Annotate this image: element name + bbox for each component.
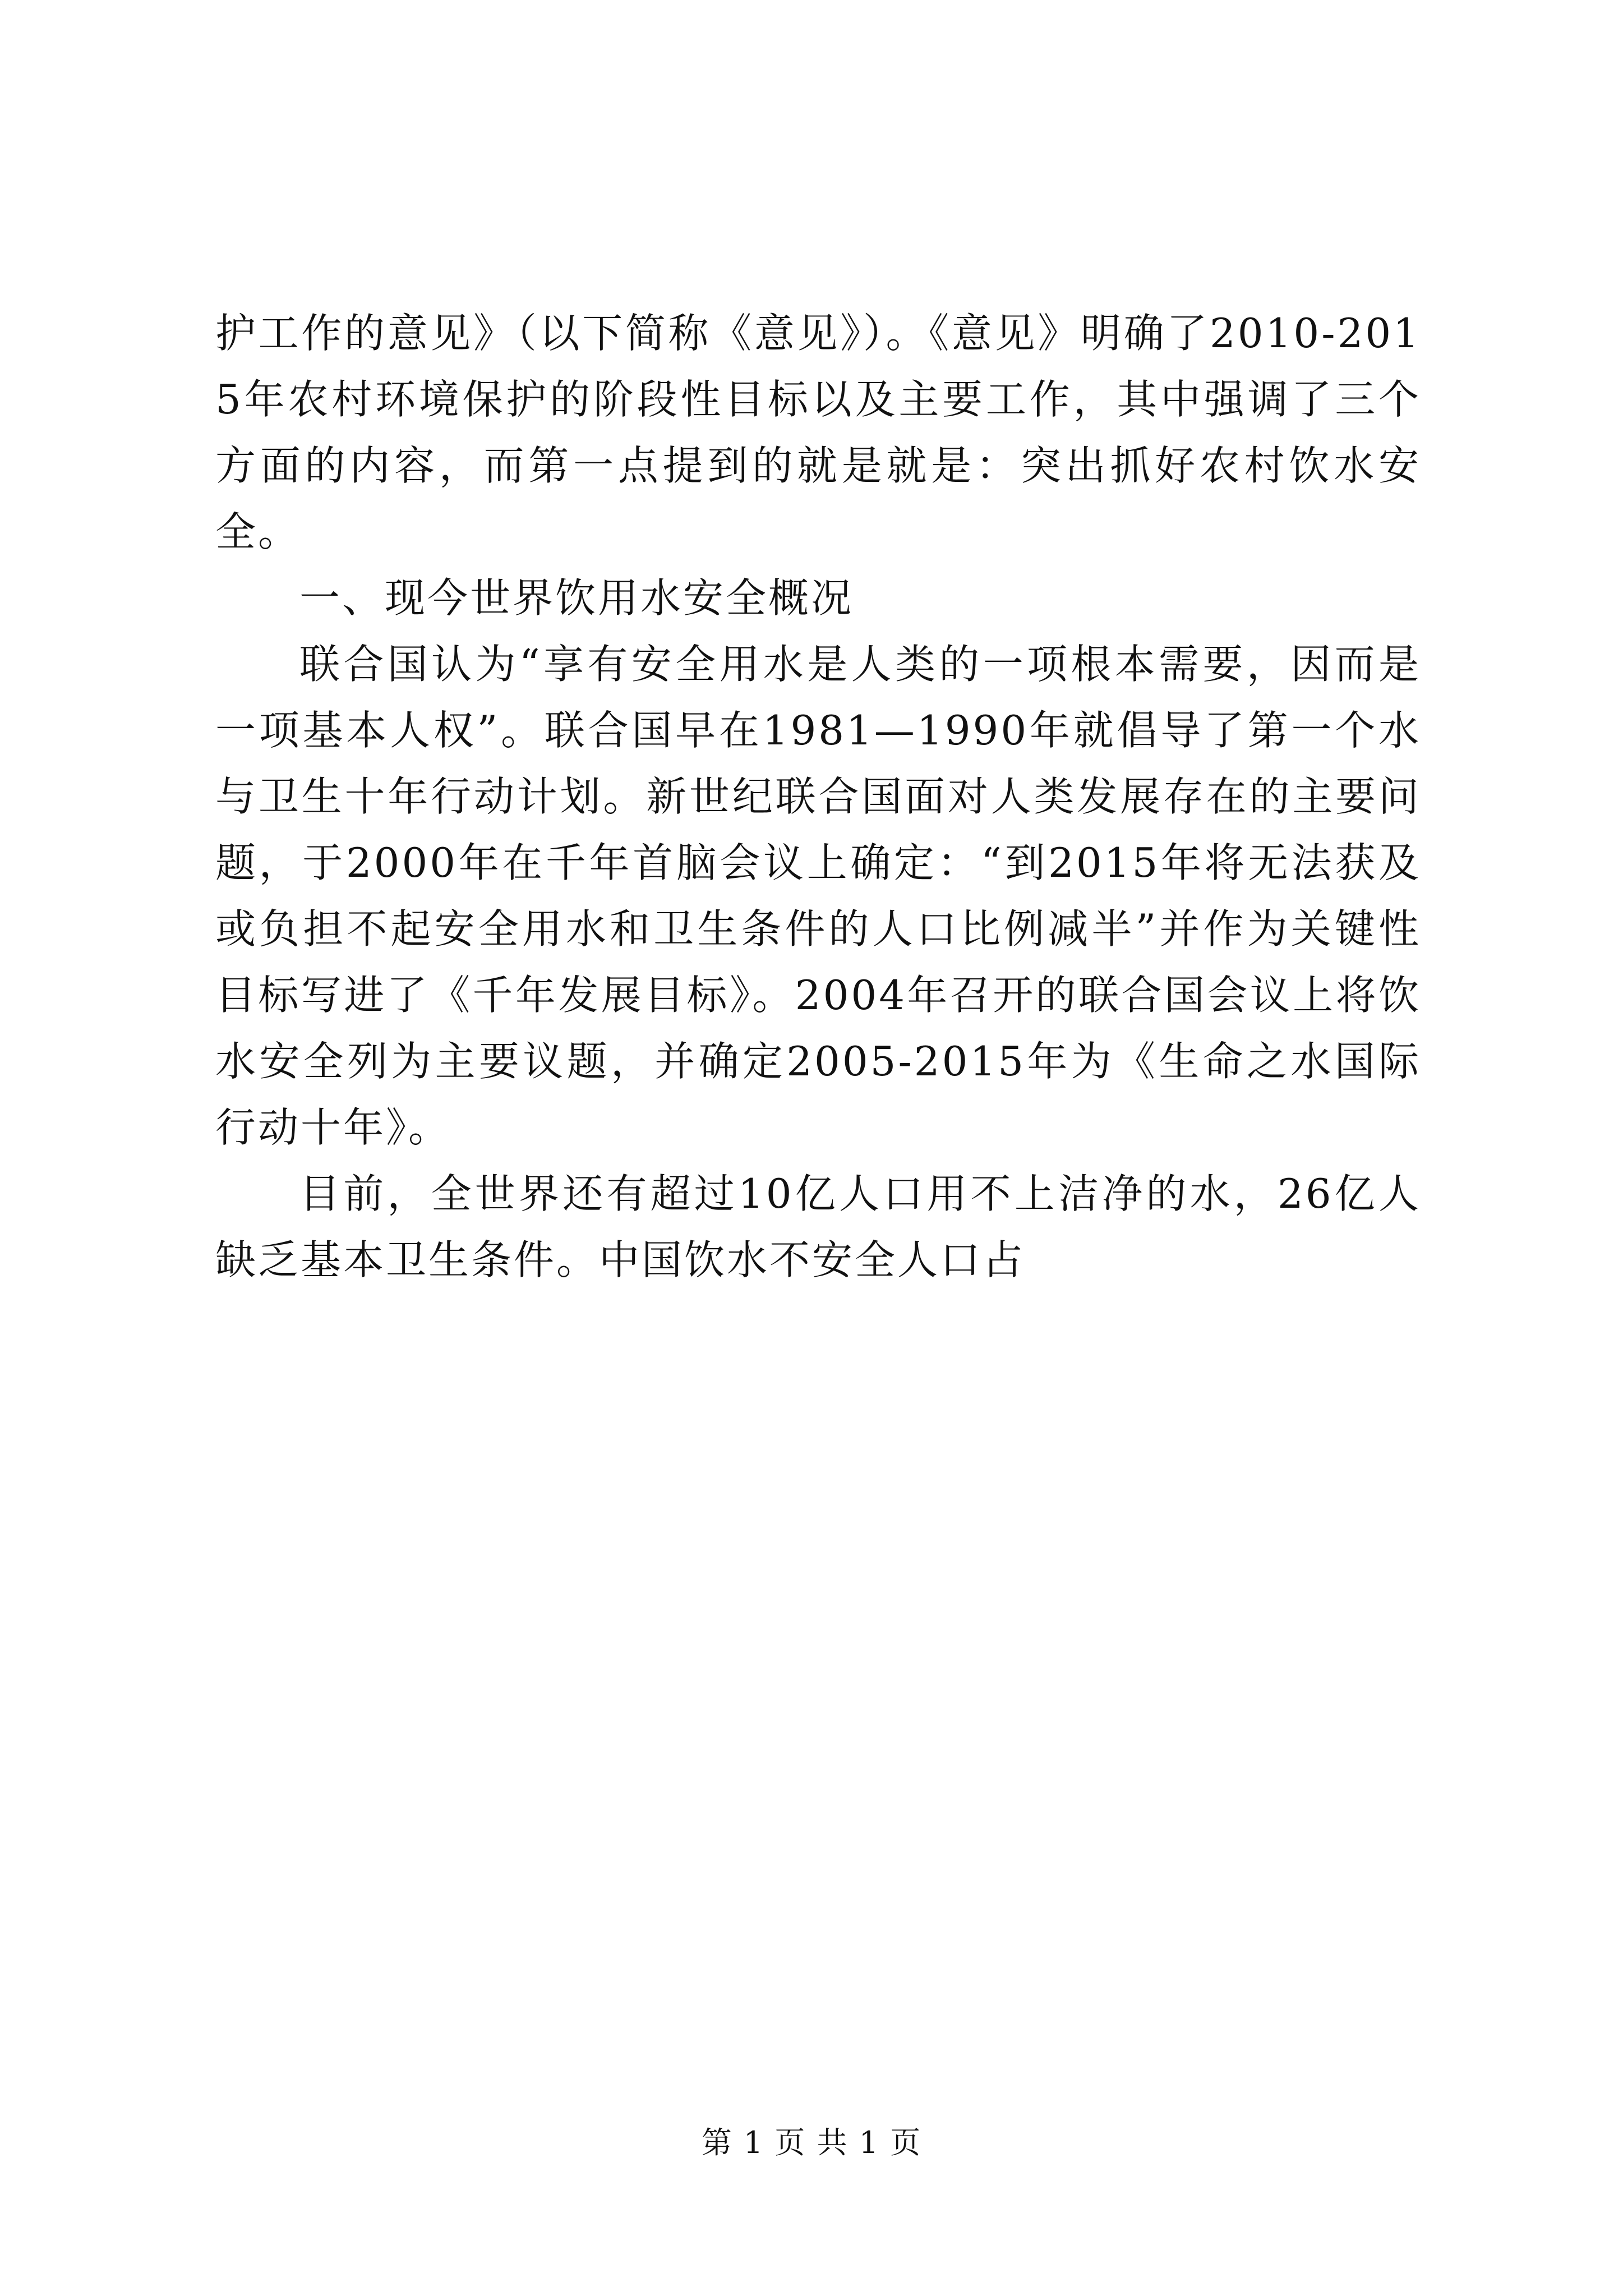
page-footer: 第 1 页 共 1 页 <box>701 2125 922 2160</box>
paragraph-un-water-rights: 联合国认为“享有安全用水是人类的一项根本需要，因而是一项基本人权”。联合国早在1981—1990年就倡导了第一个水与卫生十年行动计划。新世纪联合国面对人类发展存在的主要问题，于2000年在千年首脑会议上确定：“到2015年将无法获及或负担不起安全用水和卫生条件的人口比例减半”并作为关键性目标写进了《千年发展目标》。2004年召开的联合国会议上将饮水安全列为主要议题，并确定2005-2015年为《生命之水国际行动十年》。 <box>215 641 1421 1151</box>
section-heading: 一、现今世界饮用水安全概况 <box>299 574 854 622</box>
paragraph-continuation: 护工作的意见》（以下简称《意见》）。《意见》明确了2010-2015年农村环境保护的阶段性目标以及主要工作，其中强调了三个方面的内容，而第一点提到的就是就是：突出抓好农村饮水安全。 <box>215 310 1421 555</box>
document-body <box>215 300 1421 1293</box>
paragraph-current-status: 目前，全世界还有超过10亿人口用不上洁净的水，26亿人缺乏基本卫生条件。中国饮水不安全人口占 <box>215 1170 1421 1283</box>
